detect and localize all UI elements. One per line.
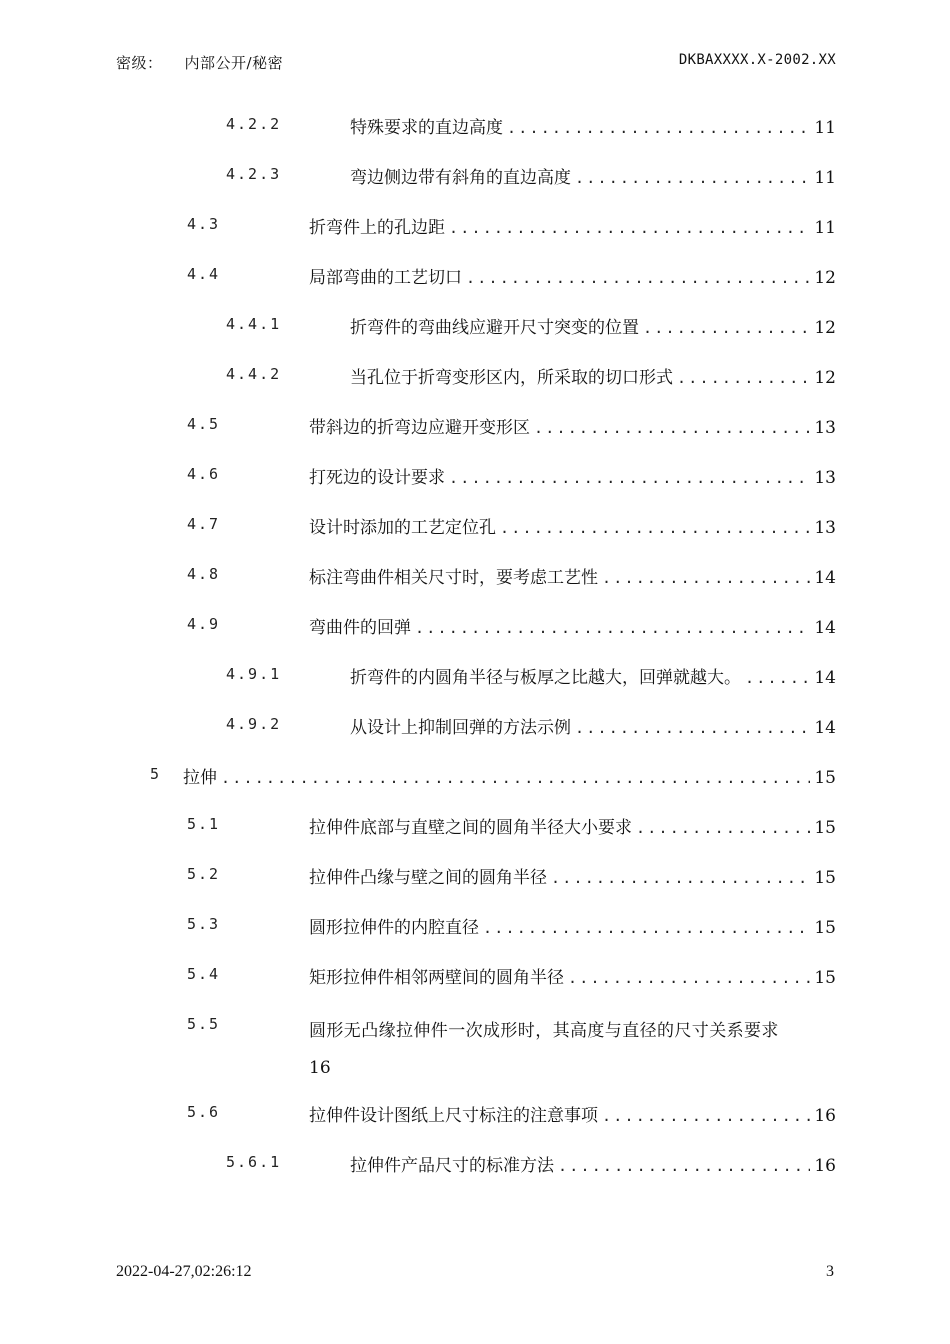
toc-entry-number: 4.4 (187, 265, 221, 283)
toc-leader-dots (449, 219, 810, 237)
print-timestamp: 2022-04-27,02:26:12 (116, 1263, 252, 1280)
toc-entry-page: 11 (814, 218, 836, 238)
toc-entry-page: 14 (814, 618, 836, 638)
table-of-contents (0, 102, 950, 1190)
toc-entry[interactable] (0, 852, 950, 902)
security-label: 密级： (116, 54, 163, 72)
toc-entry-title: 当孔位于折弯变形区内，所采取的切口形式 (350, 368, 673, 388)
toc-entry[interactable] (0, 402, 950, 452)
toc-entry-number: 5.1 (187, 815, 221, 833)
toc-entry-number: 4.7 (187, 515, 221, 533)
toc-entry-title: 圆形拉伸件的内腔直径 (309, 918, 479, 938)
toc-entry-number: 5.2 (187, 865, 221, 883)
toc-entry-number: 5.6 (187, 1103, 221, 1121)
toc-entry-title: 带斜边的折弯边应避开变形区 (309, 418, 530, 438)
toc-entry[interactable] (0, 1140, 950, 1190)
toc-entry-number: 4.4.1 (226, 315, 282, 333)
toc-entry-page: 14 (814, 568, 836, 588)
toc-leader-dots (221, 769, 810, 787)
toc-entry[interactable] (0, 652, 950, 702)
toc-entry-number: 5 (150, 765, 162, 783)
toc-entry-number: 4.9.1 (226, 665, 282, 683)
toc-entry-title: 折弯件上的孔边距 (309, 218, 445, 238)
toc-entry-page: 16 (814, 1106, 836, 1126)
toc-entry[interactable] (0, 802, 950, 852)
toc-entry-page: 16 (309, 1058, 331, 1078)
toc-entry-number: 4.4.2 (226, 365, 282, 383)
toc-entry-page: 12 (814, 368, 836, 388)
toc-leader-dots (500, 519, 810, 537)
toc-entry-number: 5.5 (187, 1015, 221, 1033)
toc-leader-dots (551, 869, 810, 887)
toc-entry[interactable] (0, 602, 950, 652)
toc-entry-title: 折弯件的内圆角半径与板厚之比越大，回弹就越大。 (350, 668, 741, 688)
toc-entry-page: 14 (814, 668, 836, 688)
toc-entry-page: 15 (814, 968, 836, 988)
toc-leader-dots (602, 569, 810, 587)
toc-entry-title: 圆形无凸缘拉伸件一次成形时，其高度与直径的尺寸关系要求 (309, 1021, 779, 1041)
toc-entry-page: 13 (814, 418, 836, 438)
toc-entry-page: 14 (814, 718, 836, 738)
toc-entry-number: 4.5 (187, 415, 221, 433)
toc-entry[interactable] (0, 352, 950, 402)
toc-entry-title: 弯曲件的回弹 (309, 618, 411, 638)
toc-entry-title: 拉伸 (183, 768, 217, 788)
toc-entry[interactable] (0, 452, 950, 502)
toc-entry-title: 从设计上抑制回弹的方法示例 (350, 718, 571, 738)
page-number: 3 (826, 1263, 834, 1280)
toc-entry-page: 13 (814, 518, 836, 538)
toc-leader-dots (534, 419, 810, 437)
toc-entry[interactable] (0, 252, 950, 302)
toc-entry-title: 矩形拉伸件相邻两壁间的圆角半径 (309, 968, 564, 988)
toc-entry-title: 拉伸件底部与直壁之间的圆角半径大小要求 (309, 818, 632, 838)
toc-entry[interactable] (0, 952, 950, 1002)
toc-entry-page: 15 (814, 768, 836, 788)
toc-leader-dots (575, 719, 810, 737)
toc-entry[interactable] (0, 1002, 950, 1090)
toc-leader-dots (507, 119, 810, 137)
toc-entry[interactable] (0, 552, 950, 602)
toc-entry[interactable] (0, 152, 950, 202)
toc-entry-number: 4.2.3 (226, 165, 282, 183)
toc-entry-page: 11 (814, 118, 836, 138)
toc-entry[interactable] (0, 752, 950, 802)
toc-leader-dots (636, 819, 810, 837)
toc-entry-number: 4.2.2 (226, 115, 282, 133)
toc-leader-dots (677, 369, 810, 387)
toc-leader-dots (466, 269, 810, 287)
toc-leader-dots (602, 1107, 810, 1125)
toc-entry-number: 4.9 (187, 615, 221, 633)
toc-leader-dots (415, 619, 810, 637)
toc-leader-dots (558, 1157, 810, 1175)
toc-entry-page: 12 (814, 318, 836, 338)
toc-entry-title: 特殊要求的直边高度 (350, 118, 503, 138)
toc-leader-dots (643, 319, 810, 337)
toc-entry-page: 15 (814, 868, 836, 888)
toc-entry-page: 11 (814, 168, 836, 188)
toc-leader-dots (568, 969, 810, 987)
toc-entry-number: 4.6 (187, 465, 221, 483)
toc-entry-page: 13 (814, 468, 836, 488)
toc-entry-title: 局部弯曲的工艺切口 (309, 268, 462, 288)
toc-entry[interactable] (0, 202, 950, 252)
security-value: 内部公开/秘密 (184, 54, 284, 72)
toc-entry-title: 设计时添加的工艺定位孔 (309, 518, 496, 538)
toc-entry-title: 标注弯曲件相关尺寸时，要考虑工艺性 (309, 568, 598, 588)
toc-entry[interactable] (0, 702, 950, 752)
toc-entry-page: 15 (814, 918, 836, 938)
toc-entry-page: 16 (814, 1156, 836, 1176)
toc-entry-title: 拉伸件设计图纸上尺寸标注的注意事项 (309, 1106, 598, 1126)
toc-entry-number: 5.4 (187, 965, 221, 983)
toc-leader-dots (483, 919, 810, 937)
toc-entry-title: 拉伸件凸缘与壁之间的圆角半径 (309, 868, 547, 888)
toc-entry[interactable] (0, 902, 950, 952)
toc-leader-dots (449, 469, 810, 487)
toc-leader-dots (575, 169, 810, 187)
toc-entry[interactable] (0, 502, 950, 552)
toc-entry-title: 弯边侧边带有斜角的直边高度 (350, 168, 571, 188)
toc-entry-number: 5.6.1 (226, 1153, 282, 1171)
toc-entry-page: 12 (814, 268, 836, 288)
toc-entry[interactable] (0, 302, 950, 352)
toc-leader-dots (745, 669, 810, 687)
toc-entry-number: 5.3 (187, 915, 221, 933)
toc-entry[interactable] (0, 1090, 950, 1140)
document-code: DKBAXXXX.X-2002.XX (678, 52, 836, 68)
security-classification (116, 52, 283, 73)
toc-entry[interactable] (0, 102, 950, 152)
toc-entry-title: 拉伸件产品尺寸的标准方法 (350, 1156, 554, 1176)
toc-entry-number: 4.8 (187, 565, 221, 583)
toc-entry-page: 15 (814, 818, 836, 838)
toc-entry-number: 4.9.2 (226, 715, 282, 733)
toc-entry-number: 4.3 (187, 215, 221, 233)
toc-entry-title: 折弯件的弯曲线应避开尺寸突变的位置 (350, 318, 639, 338)
toc-entry-title: 打死边的设计要求 (309, 468, 445, 488)
